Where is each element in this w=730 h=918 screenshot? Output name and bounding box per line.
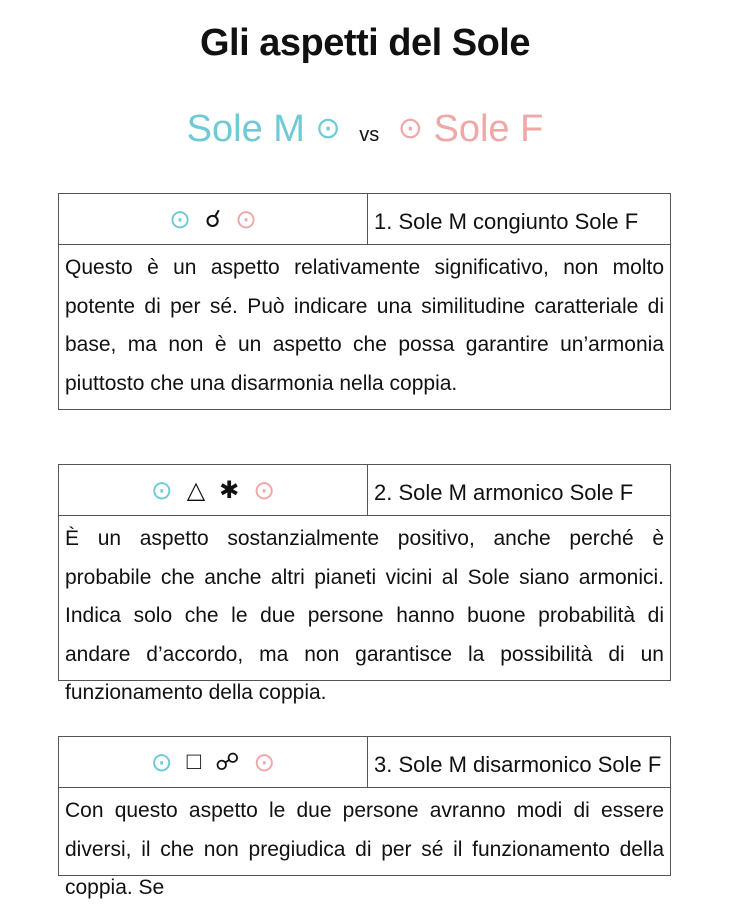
conjunction-icon: ☌ [204,205,222,233]
opposition-icon: ☍ [215,748,240,776]
aspect-name: 1. Sole M congiunto Sole F [374,209,639,234]
sole-m-label: Sole M [186,108,305,150]
aspect-symbols [59,737,368,787]
sun-f-icon: ⊙ [253,474,276,505]
aspect-name: 2. Sole M armonico Sole F [374,480,634,505]
aspect-symbols [59,465,368,515]
sun-m-icon: ⊙ [315,112,341,145]
sextile-icon: ✱ [219,476,240,504]
sun-m-icon: ⊙ [169,203,191,234]
aspect-name: 3. Sole M disarmonico Sole F [374,752,662,777]
aspect-card-harmonic [58,464,671,704]
square-icon: □ [186,748,202,775]
sun-f-icon: ⊙ [253,746,276,777]
sun-f-icon: ⊙ [235,203,257,234]
sun-m-icon: ⊙ [150,474,173,505]
aspect-card-header [59,465,670,516]
trine-icon: △ [186,476,206,504]
aspect-card-conjunction [58,193,671,410]
sun-m-icon: ⊙ [150,746,173,777]
page-title: Gli aspetti del Sole [200,22,530,64]
vs-label: vs [359,124,380,146]
aspect-card-header [59,737,670,788]
aspect-card-header [59,194,670,245]
sun-f-icon: ⊙ [397,112,423,145]
aspect-description: È un aspetto sostanzialmente positivo, anche perché è probabile che anche altri pianeti vicini al Sole siano armonici. Indica solo che le due persone hanno buone probabilità di andare d’accordo, ma non garantisce la possibilità di un funzionamento della coppia. [65,527,664,704]
aspect-description: Con questo aspetto le due persone avranno modi di essere diversi, il che non pregiudica di per sé il funzionamento della coppia. Se [65,799,664,899]
aspect-card-disharmonic [58,736,671,899]
subtitle [0,104,730,160]
sole-f-label: Sole F [433,108,544,150]
aspect-description: Questo è un aspetto relativamente significativo, non molto potente di per sé. Può indicare una similitudine caratteriale di base, ma non è un aspetto che possa garantire un’armonia piuttosto che una disarmonia nella coppia. [65,256,664,395]
aspect-symbols [59,194,368,244]
